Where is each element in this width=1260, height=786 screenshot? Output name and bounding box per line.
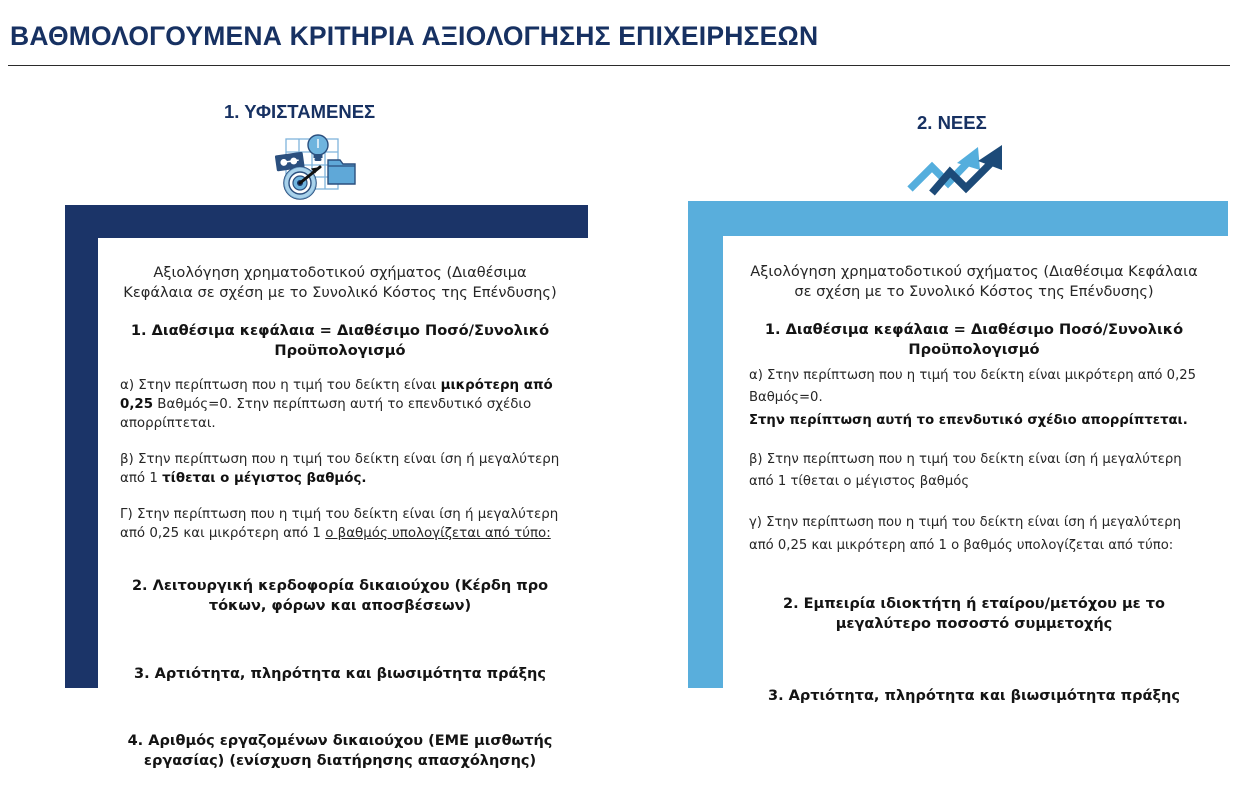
clause-b-existing-pre: β) Στην περίπτωση που η τιμή του δείκτη είναι ίση ή μεγαλύτερη από 1 — [120, 451, 560, 487]
clause-c-existing-pre: Γ) Στην περίπτωση που η τιμή του δείκτη είναι ίση ή μεγαλύτερη από 0,25 και μικρότερη από 1 — [120, 506, 559, 542]
clause-a-existing — [120, 376, 560, 434]
column-heading-existing: 1. ΥΦΙΣΤΑΜΕΝΕΣ — [224, 101, 376, 122]
clause-c-existing-underlined: ο βαθμός υπολογίζεται από τύπο: — [325, 526, 551, 542]
panel-new-businesses — [688, 201, 1228, 704]
clause-c-new: γ) Στην περίπτωση που η τιμή του δείκτη είναι ίση ή μεγαλύτερη από 0,25 και μικρότερη από 1 ο βαθμός υπολογίζεται από τύπο: — [749, 515, 1182, 553]
clause-b-existing — [120, 450, 560, 489]
criterion-2-new: 2. Εμπειρία ιδιοκτήτη ή εταίρου/μετόχου με το μεγαλύτερο ποσοστό συμμετοχής — [782, 595, 1166, 633]
lead-paragraph-existing: Αξιολόγηση χρηματοδοτικού σχήματος (Διαθέσιμα Κεφάλαια σε σχέση με το Συνολικό Κόστος της Επένδυσης) — [123, 264, 557, 302]
criterion-1-existing: 1. Διαθέσιμα κεφάλαια = Διαθέσιμο Ποσό/Συνολικό Προϋπολογισμό — [130, 322, 550, 360]
panel-existing-businesses — [65, 205, 588, 770]
growth-arrows-icon — [906, 139, 1018, 197]
criterion-3-existing: 3. Αρτιότητα, πληρότητα και βιωσιμότητα πράξης — [134, 665, 546, 682]
page-title: ΒΑΘΜΟΛΟΓΟΥΜΕΝΑ ΚΡΙΤΗΡΙΑ ΑΞΙΟΛΟΓΗΣΗΣ ΕΠΙΧΕΙΡΗΣΕΩΝ — [10, 21, 819, 51]
clause-a-existing-bold: μικρότερη από 0,25 — [120, 377, 553, 412]
clause-b-new: β) Στην περίπτωση που η τιμή του δείκτη είναι ίση ή μεγαλύτερη από 1 τίθεται ο μέγιστος βαθμός — [749, 451, 1182, 490]
clause-a-existing-post: Βαθμός=0. Στην περίπτωση αυτή το επενδυτικό σχέδιο απορρίπτεται. — [120, 396, 532, 432]
criteria-text-existing — [120, 263, 560, 786]
column-heading-new: 2. ΝΕΕΣ — [917, 112, 987, 133]
clause-b-existing-bold: τίθεται ο μέγιστος βαθμός. — [162, 471, 367, 487]
criterion-1-new: 1. Διαθέσιμα κεφάλαια = Διαθέσιμο Ποσό/Συνολικό Προϋπολογισμό — [764, 321, 1184, 359]
lead-paragraph-new: Αξιολόγηση χρηματοδοτικού σχήματος (Διαθέσιμα Κεφάλαια σε σχέση με το Συνολικό Κόστος της Επένδυσης) — [750, 263, 1198, 301]
business-analysis-target-icon — [268, 131, 362, 203]
panel-existing-inner — [98, 238, 588, 770]
criterion-3-new: 3. Αρτιότητα, πληρότητα και βιωσιμότητα πράξης — [768, 687, 1180, 704]
clause-a-new-bold-text: Στην περίπτωση αυτή το επενδυτικό σχέδιο απορρίπτεται. — [749, 412, 1188, 428]
clause-c-existing — [120, 505, 560, 544]
panel-new-inner — [723, 236, 1228, 704]
criterion-4-existing: 4. Αριθμός εργαζομένων δικαιούχου (ΕΜΕ μισθωτής εργασίας) (ενίσχυση διατήρησης απασχόλησης) — [127, 732, 553, 770]
clause-a-new-plain: α) Στην περίπτωση που η τιμή του δείκτη είναι μικρότερη από 0,25 Βαθμός=0. — [749, 367, 1197, 406]
clause-a-existing-pre: α) Στην περίπτωση που η τιμή του δείκτη είναι — [120, 377, 441, 393]
clause-a-new-bold — [749, 410, 1199, 433]
title-divider — [8, 65, 1230, 66]
criteria-text-new — [749, 262, 1199, 720]
criterion-2-existing: 2. Λειτουργική κερδοφορία δικαιούχου (Κέρδη προ τόκων, φόρων και αποσβέσεων) — [131, 578, 549, 615]
